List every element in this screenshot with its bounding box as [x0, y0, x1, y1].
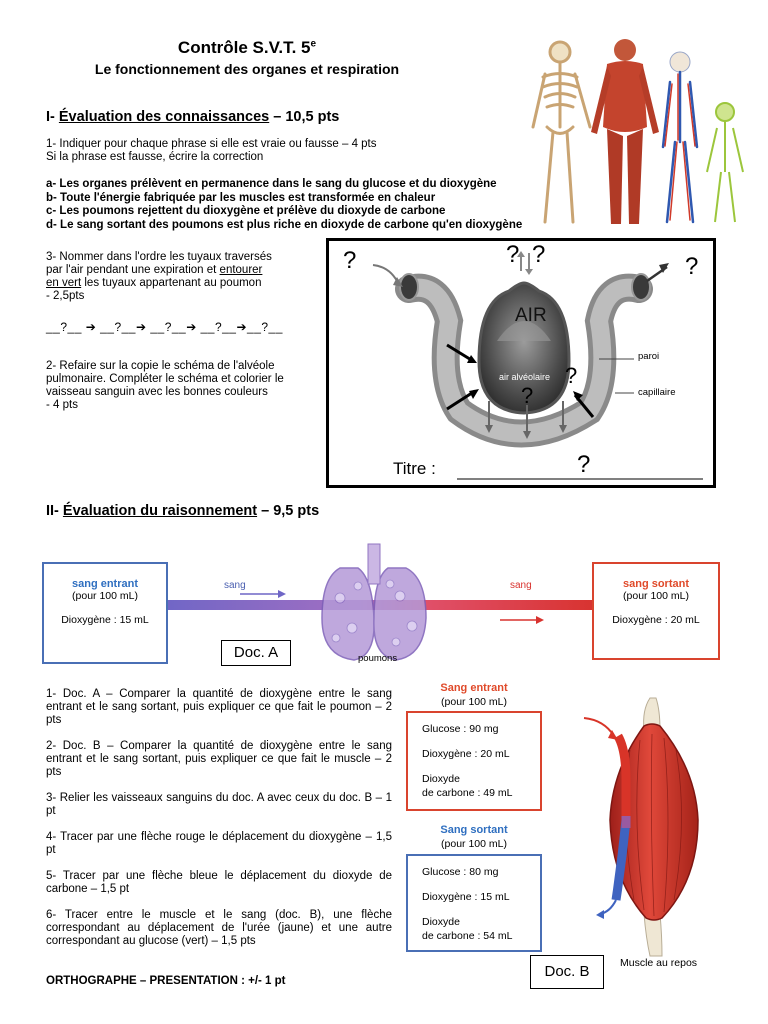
- page-subtitle: Le fonctionnement des organes et respiration: [94, 61, 400, 77]
- question-mark-outlet: ?: [685, 253, 699, 280]
- q2-3: 3- Relier les vaisseaux sanguins du doc. A avec ceux du doc. B – 1 pt: [46, 792, 392, 817]
- titre-label: Titre :: [393, 459, 436, 478]
- doc-b-label: Doc. B: [530, 955, 604, 989]
- tube-answer-chain: __?__ ➔ __?__➔ __?__➔ __?__➔__?__: [46, 320, 283, 334]
- doc-a-label: Doc. A: [221, 640, 291, 666]
- statement-c: c- Les poumons rejettent du dioxygène et prélève du dioxyde de carbone: [46, 205, 446, 217]
- doc-b-entrant-title: Sang entrant: [440, 682, 508, 694]
- paroi-label: paroi: [638, 351, 660, 362]
- footer-orthographe: ORTHOGRAPHE – PRESENTATION : +/- 1 pt: [46, 975, 286, 987]
- question-mark-center: ?: [521, 383, 534, 408]
- section-1-heading: I- Évaluation des connaissances – 10,5 pts: [46, 109, 340, 125]
- air-alveolaire-label: air alvéolaire: [499, 372, 551, 382]
- question-mark-top-right: ?: [532, 241, 546, 268]
- page-title: Contrôle S.V.T. 5e: [177, 38, 317, 57]
- q2-4: 4- Tracer par une flèche rouge le déplacement du dioxygène – 1,5 pt: [46, 831, 392, 856]
- doc-b-sang-sortant-box: Glucose : 80 mg Dioxygène : 15 mL Dioxyde de carbone : 54 mL: [406, 854, 542, 952]
- doc-b-sang-entrant-box: Glucose : 90 mg Dioxygène : 20 mL Dioxyde de carbone : 49 mL: [406, 711, 542, 811]
- statements-list: [46, 178, 606, 232]
- doc-b-entrant-sub: (pour 100 mL): [441, 696, 507, 708]
- question-mark-top-left: ?: [506, 241, 520, 268]
- sang-label-left: sang: [224, 580, 246, 591]
- poumons-label: poumons: [358, 653, 398, 664]
- question-mark-inlet: ?: [343, 247, 357, 274]
- statement-d: d- Le sang sortant des poumons est plus riche en dioxyde de carbone qu'en dioxygène: [46, 218, 523, 231]
- question-2-text: 2- Refaire sur la copie le schéma de l'alvéole pulmonaire. Compléter le schéma et colorier le vaisseau sanguin avec les bonnes couleurs - 4 pts: [46, 360, 284, 411]
- question-1-text: 1- Indiquer pour chaque phrase si elle est vraie ou fausse – 4 pts Si la phrase est fausse, écrire la correction: [46, 138, 377, 163]
- sang-label-right: sang: [510, 580, 532, 591]
- q2-1: 1- Doc. A – Comparer la quantité de dioxygène entre le sang entrant et le sang sortant, puis expliquer ce que fait le poumon – 2 pts: [46, 688, 392, 726]
- capillaire-label: capillaire: [638, 387, 676, 398]
- alveole-diagram: [329, 241, 713, 485]
- air-label: AIR: [515, 305, 547, 326]
- muscle-au-repos-label: Muscle au repos: [620, 957, 698, 969]
- q2-6: 6- Tracer entre le muscle et le sang (doc. B), une flèche correspondant au déplacement de l'urée (jaune) et une autre correspondant au glucose (vert) – 1,5 pts: [46, 909, 392, 947]
- statement-b: b- Toute l'énergie fabriquée par les muscles est transformée en chaleur: [46, 191, 436, 204]
- question-3-text: 3- Nommer dans l'ordre les tuyaux traversés par l'air pendant une expiration et entourer en vert les tuyaux appartenant au poumon - 2,5pts: [46, 251, 272, 302]
- question-mark-capillary: ?: [565, 363, 578, 388]
- section-2-heading: II- Évaluation du raisonnement – 9,5 pts: [46, 503, 320, 519]
- doc-b-sortant-sub: (pour 100 mL): [441, 838, 507, 850]
- doc-a-sang-entrant-box: sang entrant (pour 100 mL) Dioxygène : 15 mL: [42, 562, 168, 664]
- statement-a: a- Les organes prélèvent en permanence dans le sang du glucose et du dioxygène: [46, 178, 497, 190]
- doc-a-sang-sortant-box: sang sortant (pour 100 mL) Dioxygène : 20 mL: [592, 562, 720, 660]
- questions-section-2: [46, 688, 392, 948]
- q2-5: 5- Tracer par une flèche bleue le déplacement du dioxyde de carbone – 1,5 pt: [46, 870, 392, 895]
- q2-2: 2- Doc. B – Comparer la quantité de dioxygène entre le sang entrant et le sang sortant, puis expliquer ce que fait le muscle – 2 pts: [46, 740, 392, 778]
- muscle-illustration: [560, 690, 740, 970]
- doc-b-sortant-title: Sang sortant: [440, 824, 508, 836]
- question-mark-title: ?: [577, 451, 591, 478]
- alveole-diagram-box: [326, 238, 716, 488]
